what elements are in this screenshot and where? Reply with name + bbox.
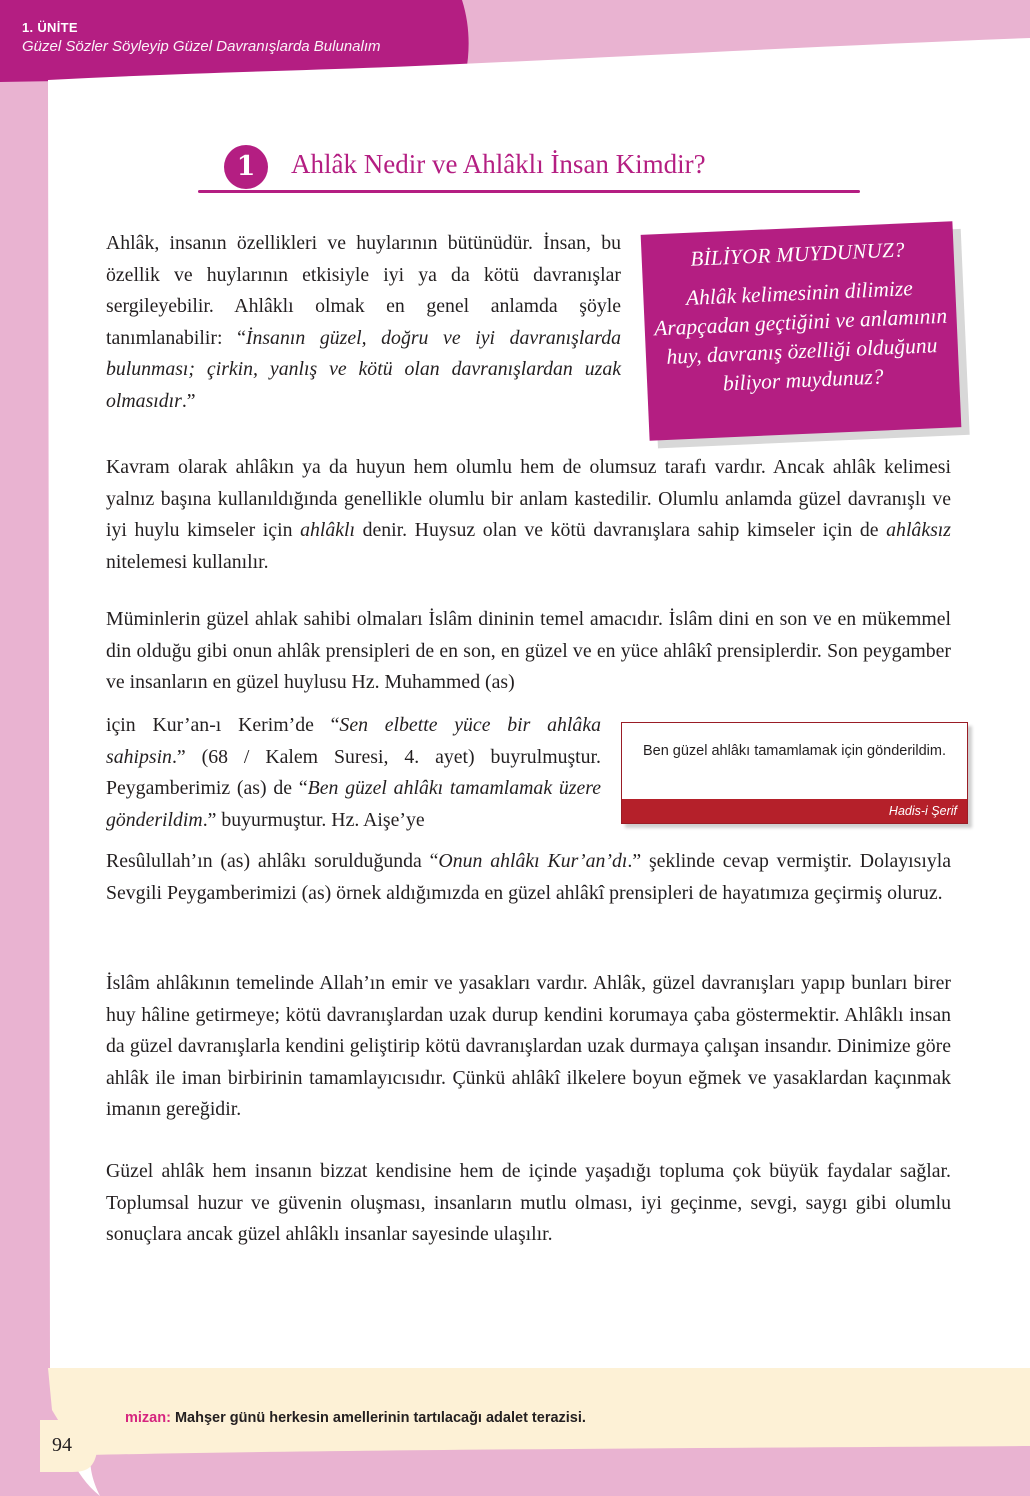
p3-hadith-quote: Ben güzel ahlâkı tamamlamak üzere gönderildim [106, 777, 601, 831]
paragraph-3-middle [106, 710, 601, 836]
p3-quran-quote: Sen elbette yüce bir ahlâka sahipsin [106, 714, 601, 768]
paragraph-5 [106, 1156, 951, 1251]
p3-text-mid-b: .” (68 / Kalem Suresi, 4. ayet) buyrulmuştur. Peygamberimiz (as) de “ [106, 745, 601, 799]
p3-aisha-quote: Onun ahlâkı Kur’an’dı [438, 850, 628, 872]
title-underline [198, 190, 860, 193]
p1-text: Ahlâk, insanın özellikleri ve huylarının bütünüdür. İnsan, bu özellik ve huylarının etkisiyle iyi ya da kötü davranışlar sergileyebilir. Ahlâklı olmak en genel anlamda şöyle tanımlanabilir: “ [106, 232, 621, 349]
glossary-term: mizan: [125, 1410, 171, 1426]
did-you-know-title: BİLİYOR MUYDUNUZ? [689, 237, 906, 271]
did-you-know-text: Ahlâk kelimesinin dilimize Arapçadan geçtiğini ve anlamının huy, davranış özelliği olduğunu biliyor muydunuz? [653, 276, 948, 396]
paragraph-3-top [106, 604, 951, 699]
section-heading [198, 145, 860, 197]
p2-text-c: nitelemesi kullanılır. [106, 550, 269, 573]
p2-term-ahlakli: ahlâklı [300, 519, 356, 541]
p3-text-mid-c: .” buyurmuştur. Hz. Aişe’ye [202, 808, 425, 831]
unit-label: 1. ÜNİTE [22, 20, 78, 35]
did-you-know-box [641, 221, 962, 440]
unit-title: Güzel Sözler Söyleyip Güzel Davranışlarda Bulunalım [22, 38, 381, 55]
section-number-badge: 1 [224, 145, 268, 189]
p2-text-a: Kavram olarak ahlâkın ya da huyun hem olumlu hem de olumsuz tarafı vardır. Ancak ahlâk kelimesi yalnız başına kullanıldığında genellikle olumlu bir anlam kastedilir. Olumlu anlamda güzel davranışlı ve iyi huylu kimseler için [106, 456, 951, 541]
p1-end: .” [181, 389, 196, 412]
p4-text: İslâm ahlâkının temelinde Allah’ın emir ve yasakları vardır. Ahlâk, güzel davranışları yapıp bunları birer huy hâline getirmeye; kötü davranışlardan uzak durup kendini korumaya çaba göstermektir. Ahlâklı insan da güzel davranışlarla kendini geliştirip kötü davranışlardan uzak durmaya çalışan insandır. Dinimize göre ahlâk ile iman birbirinin tamamlayıcısıdır. Çünkü ahlâkî ilkelere boyun eğmek ve yasaklardan kaçınmak imanın gereğidir. [106, 972, 951, 1120]
paragraph-3-bottom [106, 846, 951, 909]
glossary-definition: Mahşer günü herkesin amellerinin tartılacağı adalet terazisi. [170, 1410, 586, 1426]
section-title: Ahlâk Nedir ve Ahlâklı İnsan Kimdir? [291, 149, 706, 179]
bottom-edge [90, 1446, 1030, 1496]
unit-header [22, 20, 381, 55]
p2-text-b: denir. Huysuz olan ve kötü davranışlara sahip kimseler için de [355, 519, 887, 541]
p3-text-bot-a: Resûlullah’ın (as) ahlâkı sorulduğunda “ [106, 850, 439, 872]
hadith-quote-text: Ben güzel ahlâkı tamamlamak için gönderildim. [642, 743, 947, 759]
glossary-footnote [125, 1410, 586, 1426]
p3-text-top: Müminlerin güzel ahlak sahibi olmaları İslâm dininin temel amacıdır. İslâm dini en son ve en mükemmel din olduğu gibi onun ahlâk prensipleri de en son, en güzel ve en yüce ahlâkî prensiplerdir. Son peygamber ve insanların en güzel huylusu Hz. Muhammed (as) [106, 608, 951, 693]
hadith-quote-box [621, 722, 968, 824]
p5-text: Güzel ahlâk hem insanın bizzat kendisine hem de içinde yaşadığı topluma çok büyük faydalar sağlar. Toplumsal huzur ve güvenin oluşması, insanların mutlu olması, iyi geçinme, sevgi, saygı gibi olumlu sonuçlara ancak güzel ahlâklı insanlar sayesinde ulaşılır. [106, 1160, 951, 1245]
hadith-source: Hadis-i Şerif [888, 804, 957, 818]
p3-text-bot-b: .” şeklinde cevap vermiştir. Dolayısıyla Sevgili Peygamberimizi (as) örnek aldığımızda en güzel ahlâkî prensipleri de hayatımıza geçirmiş oluruz. [106, 850, 951, 904]
p3-text-mid-a: için Kur’an-ı Kerim’de “ [106, 714, 340, 736]
paragraph-1 [106, 228, 621, 417]
page-number: 94 [52, 1434, 72, 1456]
paragraph-2 [106, 452, 951, 578]
paragraph-4 [106, 968, 951, 1126]
hadith-source-bar [622, 799, 967, 823]
p2-term-ahlaksiz: ahlâksız [886, 519, 951, 541]
p1-italic-quote: İnsanın güzel, doğru ve iyi davranışlarda bulunması; çirkin, yanlış ve kötü olan davranışlardan uzak olmasıdır [106, 326, 622, 412]
